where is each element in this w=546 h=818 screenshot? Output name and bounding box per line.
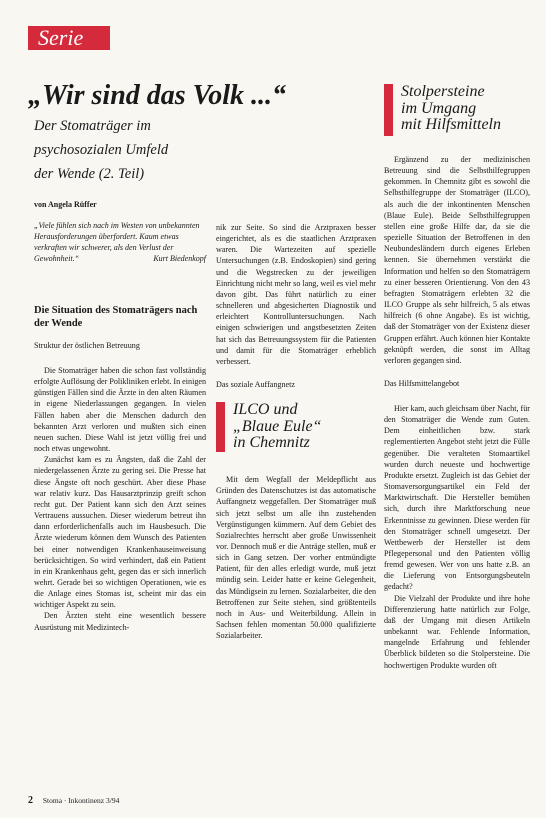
section-label: Das Hilfsmittelangebot [384, 378, 460, 388]
footer-text: Stoma · Inkontinenz 3/94 [42, 796, 120, 805]
column-2-body-top [216, 222, 376, 367]
column-3-body-bottom [384, 403, 530, 671]
side-title-line: mit Hilfsmitteln [401, 116, 501, 133]
column-2 [216, 222, 376, 641]
side-title-line: ILCO und [233, 401, 298, 419]
side-title-line: „Blaue Eule“ [233, 417, 322, 435]
section-heading: Die Situation des Stomaträgers nach der Wende [34, 305, 198, 329]
accent-bar [384, 84, 393, 136]
paragraph: nik zur Seite. So sind die Arztpraxen besser eingerichtet, als es die staatlichen Arztpraxen waren. Die Wartezeiten auf spezielle Untersuchungen (z.B. Endoskopien) sind gering und die Wegstrecken zu der jeweiligen Einrichtung nicht mehr so lang, weil es viel mehr davon gibt. Das führt natürlich zu einer schnelleren und abgesicherten Diagnostik und erleichtert Kontrolluntersuchungen. Nach einigen schwierigen und angstbesetzten Zeiten hat sich das Betreuungssystem für die Patienten und damit für die Stomaträger erheblich verbessert. [216, 223, 376, 366]
series-label: Serie [28, 26, 110, 50]
side-title-block [216, 402, 376, 452]
paragraph: Den Ärzten steht eine wesentlich bessere Ausrüstung mit Medizintech- [34, 611, 206, 632]
page-number: 2 [28, 795, 33, 806]
paragraph: Die Stomaträger haben die schon fast vollständig erfolgte Auflösung der Polikliniken erlebt. In einigen günstigen Fällen sind die Ärzte in den alten Räumen in eigene Niederlassungen gegangen. In vielen Fällen haben aber die Menschen dadurch den bekannten Arzt verloren und mußten sich einen neuen suchen. Diese Wahl ist jetzt völlig frei und noch etwas ungewohnt. [34, 366, 206, 454]
paragraph: Hier kam, auch gleichsam über Nacht, für den Stomaträger die Wende zum Guten. Dem einheitlichen bzw. stark reglementierten Angebot steht jetzt die Fülle gegenüber. Die veralteten Stomaartikel wurden durch neueste und hochwertige Produkte ersetzt. Zugleich ist das Gebiet der Stomaversorgungsartikel ein Feld der Marktwirtschaft. Die Hersteller bemühen sich, durch ihre Marktforschung neue Erkenntnisse zu gewinnen. Diese werden für den Stomaträger schnell umgesetzt. Der Wettbewerb der Hersteller ist dem Pflegepersonal und den Patienten völlig fremd gewesen. Wer von uns hatte z.B. an die Lieferung von Entsorgungsbeuteln gedacht? [384, 403, 530, 592]
page-footer [28, 795, 119, 806]
accent-bar [216, 402, 225, 452]
subtitle-line: Der Stomaträger im [34, 118, 151, 134]
paragraph: Mit dem Wegfall der Meldepflicht aus Gründen des Datenschutzes ist das automatische Auffangnetz weggefallen. Der Stomaträger muß sich jetzt selbst um alle ihn zustehenden Vergünstigungen kümmern. Auf dem Gebiet des Sozialrechtes herrscht aber große Unwissenheit vor. Dennoch muß er die Anträge stellen, muß er sich in Gang setzen. Der vorher entmündigte Patient, für den alles erledigt wurde, muß jetzt mündig sein. Leider hatte er keine Gelegenheit, das Mündigsein zu lernen. Sozialarbeiter, die den Betroffenen zur Seite stehen, sind größtenteils noch in Aus- und Weiterbildung. Allein in Sachsen fehlen momentan 50.000 qualifizierte Sozialarbeiter. [216, 475, 376, 641]
subtitle-line: der Wende (2. Teil) [34, 166, 145, 182]
paragraph: Zunächst kam es zu Ängsten, daß die Zahl der niedergelassenen Ärzte zu gering sei. Die Presse hat diese Ängste oft noch geschürt. Aber diese Phase war relativ kurz. Das Hausarztprinzip greift schon recht gut. Der Patient kann sich den Arzt seines Vertrauens aussuchen. Dieser wiederum betreut ihn dann erforderlichenfalls auch im Hausbesuch. Die Ärzte wiederum können dem Wunsch des Patienten bei einer notwendigen Krankenhauseinweisung berücksichtigen. So wird verhindert, daß ein Patient in ein Krankenhaus geht, gegen das er sich innerlich wehrt. Gerade bei so wichtigen Operationen, wie es die Anlage eines Stomas ist, scheint mir das ein wichtiger Aspekt zu sein. [34, 455, 206, 610]
column-3-body-top [384, 154, 530, 366]
paragraph: Ergänzend zu der medizinischen Betreuung sind die Selbsthilfegruppen gekommen. In Chemnitz gibt es sowohl die Selbsthilfegruppe der Stomaträger (ILCO), als auch die der inkontinenten Menschen (Blaue Eule). Beide Selbsthilfegruppen stellen eine große Hilfe dar, da sie die spezielle Situation der Betroffenen in den Neubundesländern durch eigenes Erleben kennen. Sie übernehmen verstärkt die Information und helfen so den Stomaträgern zu einer besseren Orientierung. Von den 43 befragten Stomaträgern erlebten 32 die ILCO Gruppe als sehr hilfreich, 5 als etwas hilfreich (6 ohne Angabe). Es ist wichtig, daß der Stomaträger von der Existenz dieser Gruppen erfährt. Auch können hier Kontakte geknüpft werden, die sonst im Alltag verloren gegangen sind. [384, 155, 530, 365]
paragraph: Die Vielzahl der Produkte und ihre hohe Differenzierung hatte natürlich zur Folge, daß der Umgang mit diesen Artikeln unbekannt war. Fehlende Information, mangelnde Erfahrung und fehlender Überblick bildeten so die Stolpersteine. Die hochwertigen Produkte wurden oft [384, 593, 530, 670]
column-1-body [34, 365, 206, 633]
column-3 [384, 84, 530, 671]
article-subtitle [34, 114, 214, 186]
article-title: „Wir sind das Volk ...“ [28, 80, 287, 111]
side-title-line: in Chemnitz [233, 434, 310, 452]
quote-text: „Viele fühlen sich nach im Westen von unbekannten Herausforderungen überfordert. Kaum etwas verkraften wir schwerer, als den Verlust der Gewohnheit.“ [34, 221, 200, 263]
side-title-line: Stolpersteine [401, 83, 485, 100]
section-label: Das soziale Auffangnetz [216, 380, 295, 390]
quote-author: Kurt Biedenkopf [153, 254, 206, 263]
side-title-block [384, 84, 530, 136]
byline: von Angela Rüffer [34, 200, 97, 209]
side-title [233, 402, 321, 452]
side-title-line: im Umgang [401, 99, 477, 117]
side-title [401, 84, 501, 136]
section-label: Struktur der östlichen Betreuung [34, 341, 140, 350]
subtitle-line: psychosozialen Umfeld [34, 142, 169, 158]
column-2-body-bottom [216, 474, 376, 641]
pull-quote [34, 220, 206, 264]
column-1 [34, 304, 206, 633]
